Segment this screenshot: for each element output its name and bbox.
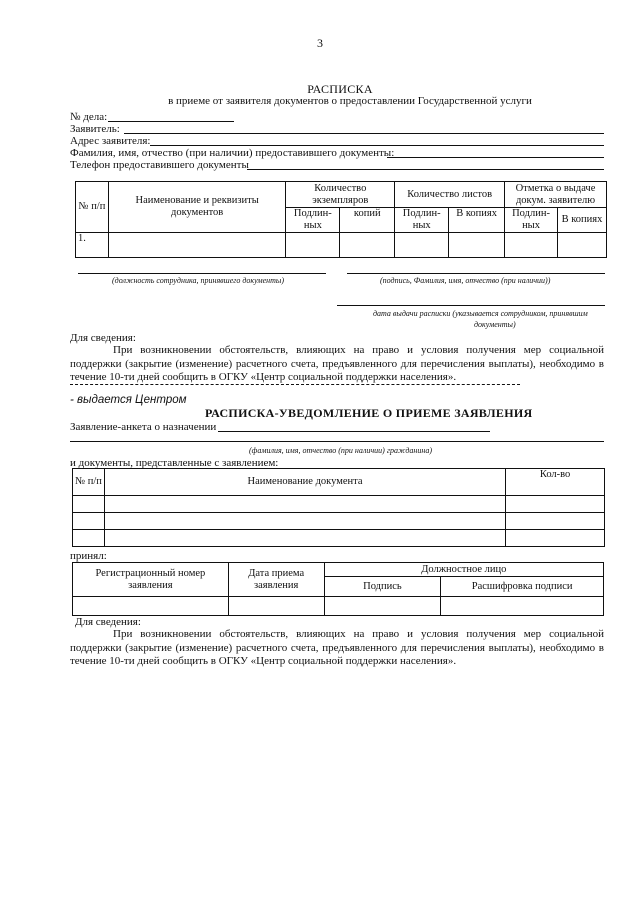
col-sheets-group-header: Количество листов: [395, 182, 505, 208]
applicant-line[interactable]: [124, 133, 604, 134]
accept-cell[interactable]: [441, 597, 604, 616]
docs-cell[interactable]: [73, 513, 105, 530]
accept-col-date-header: Дата приема заявления: [228, 563, 324, 597]
row1-cell[interactable]: [558, 233, 607, 258]
receipt-documents-table: [75, 181, 607, 258]
row1-cell[interactable]: [505, 233, 558, 258]
address-label: Адрес заявителя:: [70, 135, 151, 147]
case-no-label: № дела:: [70, 111, 108, 123]
sub-in-copies2-header: В копиях: [558, 208, 607, 233]
docs-label: и документы, представленные с заявлением:: [70, 457, 279, 469]
docs-col-name-header: Наименование документа: [104, 469, 505, 496]
citizen-line[interactable]: [70, 441, 604, 442]
accept-cell[interactable]: [324, 597, 441, 616]
row1-cell[interactable]: [286, 233, 340, 258]
notice-title: РАСПИСКА-УВЕДОМЛЕНИЕ О ПРИЕМЕ ЗАЯВЛЕНИЯ: [205, 406, 533, 420]
docs-cell[interactable]: [73, 496, 105, 513]
docs-cell[interactable]: [104, 530, 505, 547]
accept-col-official-header: Должностное лицо: [324, 563, 603, 577]
signature-caption: (подпись, Фамилия, имя, отчество (при наличии)): [380, 276, 551, 285]
citizen-caption: (фамилия, имя, отчество (при наличии) гражданина): [249, 446, 433, 455]
page-number: 3: [317, 36, 323, 50]
docs-cell[interactable]: [506, 496, 605, 513]
info-text: При возникновении обстоятельств, влияющих на право и условия получения мер социальной поддержки (закрытие (изменение) расчетного счета, предъявленного для перечисления выплаты), необходимо в течение 10-ти дней сообщить в ОГКУ «Центр социальной поддержки населения».: [70, 344, 604, 383]
info2-label: Для сведения:: [75, 616, 141, 628]
position-line[interactable]: [78, 273, 326, 274]
docs-cell[interactable]: [73, 530, 105, 547]
sub-original-header: Подлин-ных: [286, 208, 340, 233]
application-line[interactable]: [218, 431, 490, 432]
case-no-line[interactable]: [108, 121, 234, 122]
date-line[interactable]: [337, 305, 605, 306]
position-caption: (должность сотрудника, принявшего документы): [112, 276, 284, 285]
sub-in-copies-header: В копиях: [449, 208, 505, 233]
submitter-name-line[interactable]: [387, 157, 604, 158]
docs-col-num-header: № п/п: [73, 469, 105, 496]
accept-table: [72, 562, 604, 616]
accept-sub-decoding-header: Расшифровка подписи: [441, 577, 604, 597]
col-mark-group-header: Отметка о выдаче докум. заявителю: [505, 182, 607, 208]
sub-original3-header: Подлин-ных: [505, 208, 558, 233]
cut-line: [70, 384, 520, 385]
row1-name-cell[interactable]: [108, 233, 285, 258]
date-caption-1: дата выдачи расписки (указывается сотрудником, принявшим: [373, 309, 588, 318]
info2-text: При возникновении обстоятельств, влияющих на право и условия получения мер социальной поддержки (закрытие (изменение) расчетного счета, предъявленного для перечисления выплаты), необходимо в течение 10-ти дней сообщить в ОГКУ «Центр социальной поддержки населения».: [70, 628, 604, 667]
row1-cell[interactable]: [449, 233, 505, 258]
sub-copies-header: копий: [340, 208, 395, 233]
docs-cell[interactable]: [506, 513, 605, 530]
submitter-phone-line[interactable]: [247, 169, 604, 170]
docs-table: [72, 468, 605, 547]
signature-line[interactable]: [347, 273, 605, 274]
accept-cell[interactable]: [73, 597, 229, 616]
row1-cell[interactable]: [395, 233, 449, 258]
address-line[interactable]: [150, 145, 604, 146]
col-num-header: № п/п: [76, 182, 109, 233]
docs-col-qty-header: Кол-во: [506, 469, 605, 496]
col-name-header: Наименование и реквизиты документов: [108, 182, 285, 233]
date-caption-2: документы): [474, 320, 516, 329]
accepted-label: принял:: [70, 550, 107, 562]
row1-num: 1.: [76, 233, 109, 258]
issued-by-note: - выдается Центром: [70, 394, 187, 406]
receipt-title: РАСПИСКА: [307, 82, 373, 96]
submitter-name-label: Фамилия, имя, отчество (при наличии) предоставившего документы:: [70, 147, 395, 159]
sub-original2-header: Подлин-ных: [395, 208, 449, 233]
submitter-phone-label: Телефон предоставившего документы: [70, 159, 249, 171]
accept-sub-signature-header: Подпись: [324, 577, 441, 597]
docs-cell[interactable]: [104, 513, 505, 530]
docs-cell[interactable]: [506, 530, 605, 547]
docs-cell[interactable]: [104, 496, 505, 513]
accept-col-reg-header: Регистрационный номер заявления: [73, 563, 229, 597]
accept-cell[interactable]: [228, 597, 324, 616]
info-label: Для сведения:: [70, 332, 136, 344]
applicant-label: Заявитель:: [70, 123, 120, 135]
application-label: Заявление-анкета о назначении: [70, 421, 217, 433]
row1-cell[interactable]: [340, 233, 395, 258]
col-copies-group-header: Количество экземпляров: [286, 182, 395, 208]
receipt-subtitle: в приеме от заявителя документов о предоставлении Государственной услуги: [168, 95, 532, 107]
